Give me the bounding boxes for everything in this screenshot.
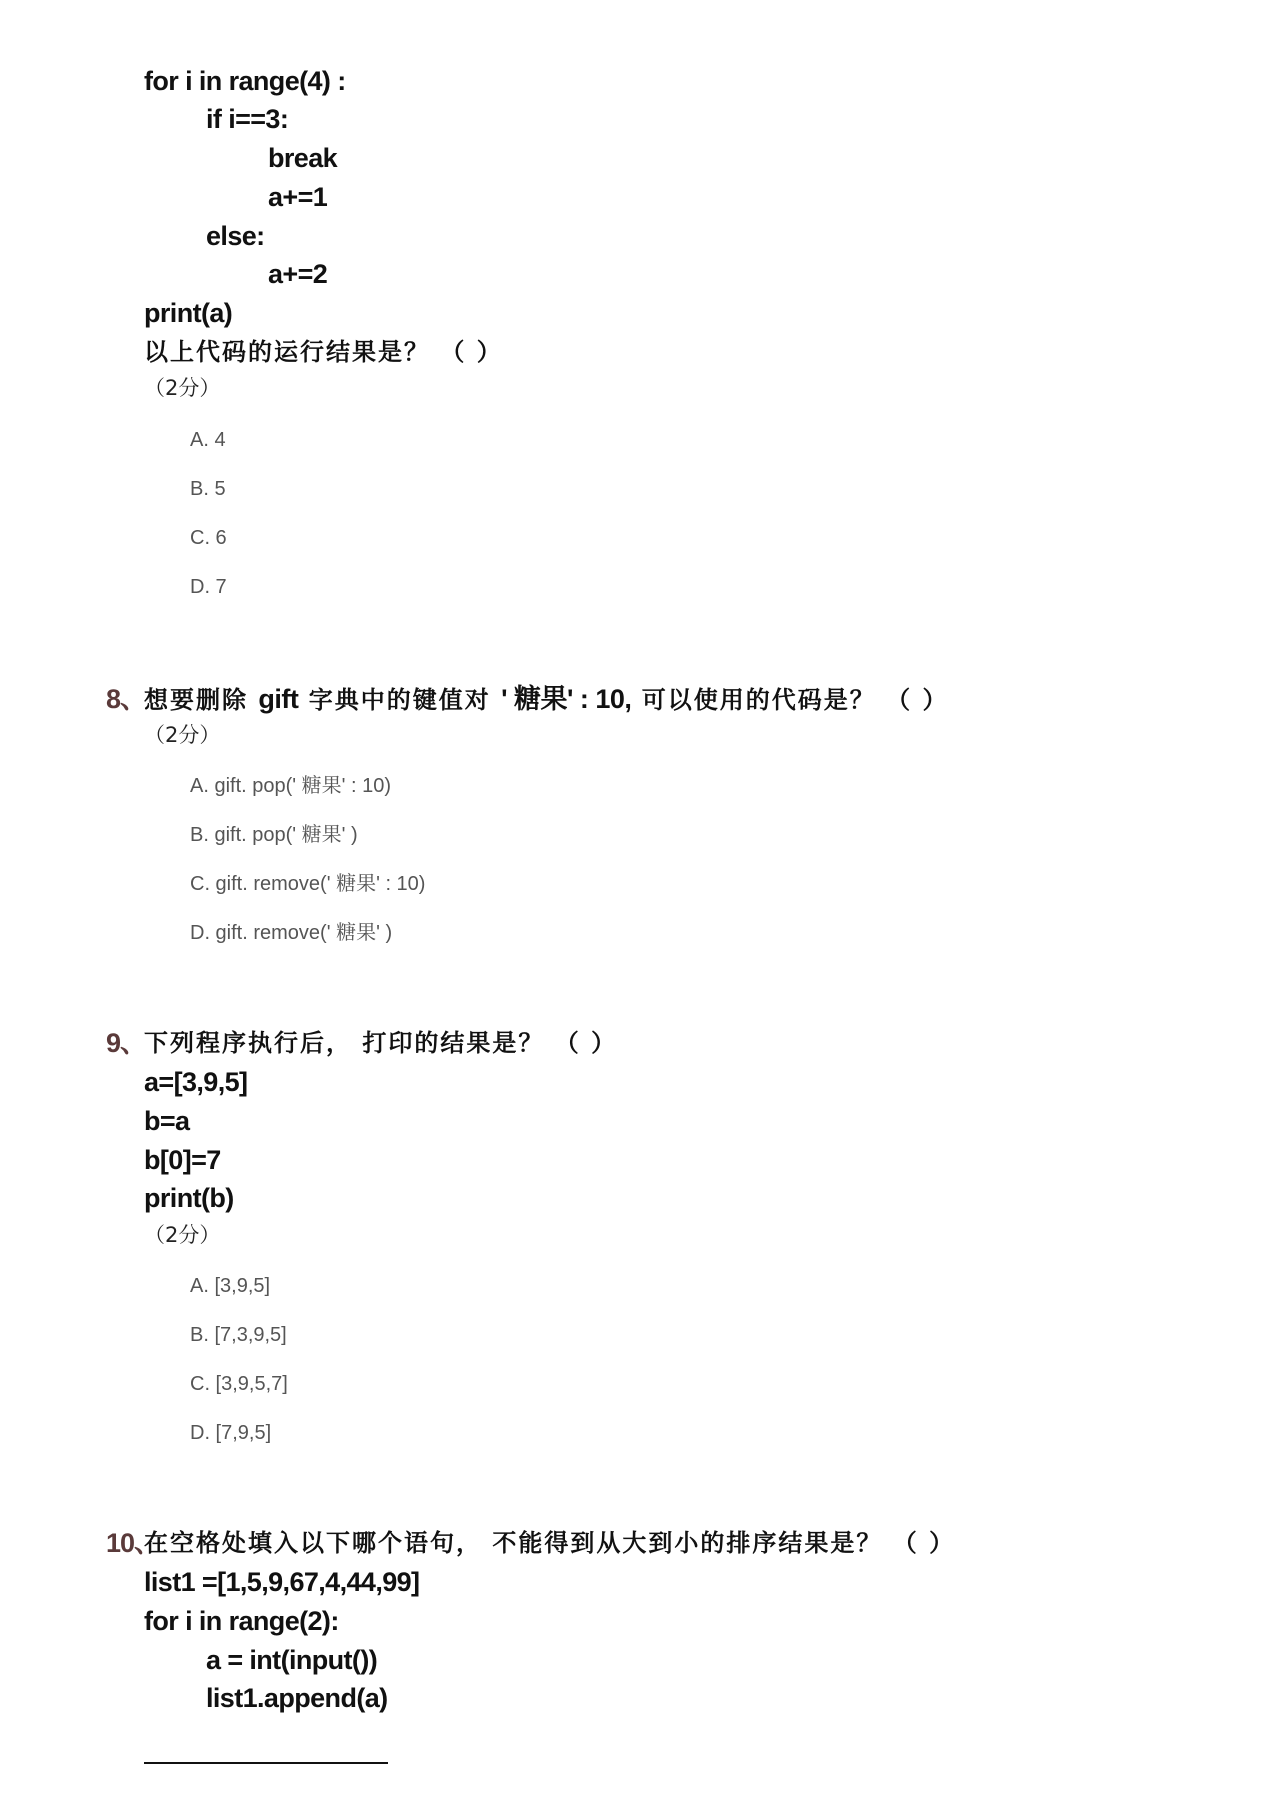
q8-text-key: ' 糖果' : 10, bbox=[501, 684, 632, 714]
q7-code-line-1: for i in range(4) : bbox=[144, 66, 346, 96]
q9-code-line-1: a=[3,9,5] bbox=[144, 1067, 248, 1097]
q7-code-line-6: a+=2 bbox=[268, 259, 328, 289]
q8-question-text bbox=[144, 684, 949, 715]
q7-option-a[interactable]: A. 4 bbox=[190, 429, 226, 451]
q7-option-c[interactable]: C. 6 bbox=[190, 527, 227, 549]
q10-question-text: 在空格处填入以下哪个语句， 不能得到从大到小的排序结果是？ （ ） bbox=[144, 1529, 956, 1557]
q8-text-part1: 想要删除 bbox=[144, 686, 248, 714]
q9-option-a[interactable]: A. [3,9,5] bbox=[190, 1275, 271, 1297]
q8-option-a[interactable]: A. gift. pop(' 糖果' : 10) bbox=[190, 775, 392, 797]
q8-number: 8、 bbox=[106, 684, 147, 714]
q7-code-line-3: break bbox=[268, 143, 338, 173]
q8-text-part2: 字典中的键值对 bbox=[308, 686, 491, 714]
q8-text-part3: 可以使用的代码是？ （ ） bbox=[641, 686, 949, 714]
q9-option-c[interactable]: C. [3,9,5,7] bbox=[190, 1373, 288, 1395]
q7-option-d[interactable]: D. 7 bbox=[190, 576, 227, 598]
q7-code-line-5: else: bbox=[206, 221, 265, 251]
q8-option-c[interactable]: C. gift. remove(' 糖果' : 10) bbox=[190, 873, 426, 895]
q8-option-b[interactable]: B. gift. pop(' 糖果' ) bbox=[190, 824, 358, 846]
q8-text-gift: gift bbox=[258, 684, 299, 714]
q9-code-line-4: print(b) bbox=[144, 1183, 234, 1213]
q7-question-text: 以上代码的运行结果是？ （ ） bbox=[144, 338, 503, 366]
q7-code-line-4: a+=1 bbox=[268, 182, 328, 212]
q7-option-b[interactable]: B. 5 bbox=[190, 478, 226, 500]
q9-question-text: 下列程序执行后， 打印的结果是？ （ ） bbox=[144, 1029, 618, 1057]
q10-code-line-4: list1.append(a) bbox=[206, 1683, 388, 1713]
q10-fill-in-blank[interactable] bbox=[144, 1762, 388, 1764]
q9-code-line-3: b[0]=7 bbox=[144, 1145, 221, 1175]
q8-option-d[interactable]: D. gift. remove(' 糖果' ) bbox=[190, 922, 393, 944]
q10-code-line-3: a = int(input()) bbox=[206, 1645, 378, 1675]
q10-number: 10、 bbox=[106, 1528, 161, 1558]
q10-code-line-1: list1 =[1,5,9,67,4,44,99] bbox=[144, 1567, 420, 1597]
q9-code-line-2: b=a bbox=[144, 1106, 190, 1136]
q7-code-line-2: if i==3: bbox=[206, 104, 289, 134]
q8-score: （2分） bbox=[144, 723, 221, 747]
q7-code-line-7: print(a) bbox=[144, 298, 233, 328]
q9-number: 9、 bbox=[106, 1028, 147, 1058]
q9-option-d[interactable]: D. [7,9,5] bbox=[190, 1422, 272, 1444]
q9-option-b[interactable]: B. [7,3,9,5] bbox=[190, 1324, 287, 1346]
q9-score: （2分） bbox=[144, 1223, 221, 1247]
q10-code-line-2: for i in range(2): bbox=[144, 1606, 339, 1636]
q7-score: （2分） bbox=[144, 376, 221, 400]
